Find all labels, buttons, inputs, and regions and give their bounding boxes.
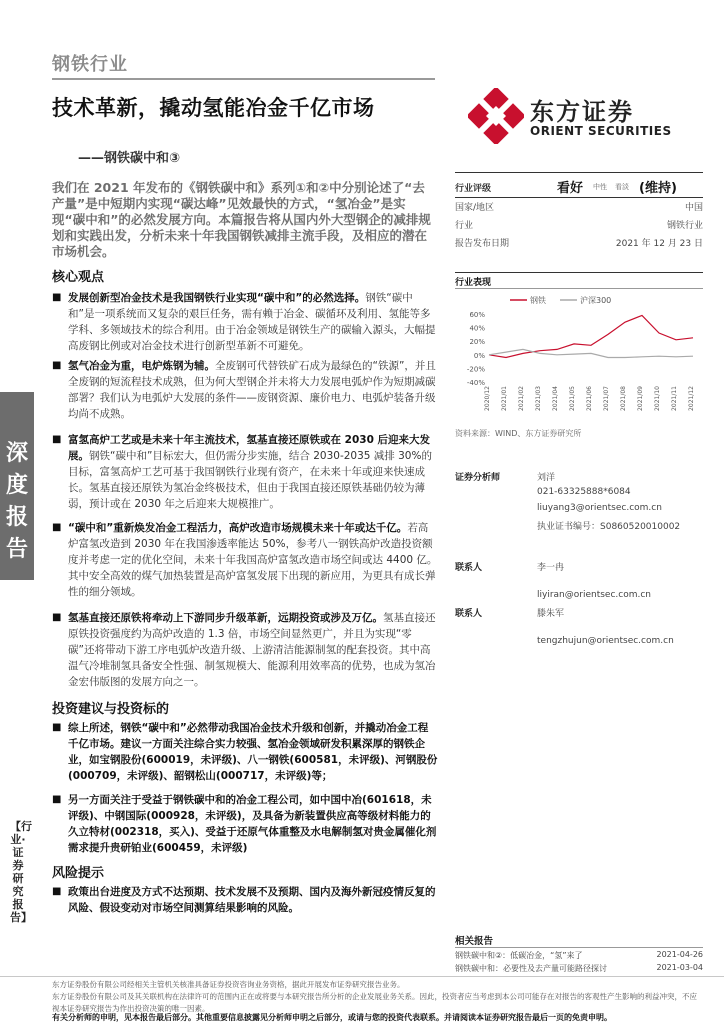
report-title: 技术革新，撬动氢能冶金千亿市场 (52, 96, 375, 120)
bullet-icon: ■ (52, 722, 62, 733)
report-type-label: 深度报告 (5, 441, 28, 562)
x-tick-label: 2021/01 (501, 386, 508, 411)
analyst-cert: 执业证书编号：S0860520010002 (537, 522, 681, 532)
related-reports-title: 相关报告 (455, 936, 494, 947)
bullet-icon: ■ (52, 360, 62, 371)
invest-point: ■ 综上所述，钢铁“碳中和”必然带动我国冶金技术升级和创新，并撬动冶金工程千亿市场。建议一方面关注综合实力较强、氢冶金领域研发积累深厚的钢铁企业，如宝钢股份(600019，未评级)、八一钢铁(600581，未评级)、河钢股份(000709，未评级)、韶钢松山(000717，未评级)等； (52, 722, 438, 782)
header-divider (52, 78, 435, 80)
section-core-title: 核心观点 (52, 270, 105, 285)
x-tick-label: 2021/10 (654, 386, 661, 411)
logo-text-en: ORIENT SECURITIES (530, 124, 672, 138)
contact-email: liyiran@orientsec.com.cn (537, 590, 651, 600)
footer-divider (0, 976, 724, 977)
rating-neutral: 中性 (593, 183, 607, 191)
x-tick-label: 2021/02 (518, 386, 525, 411)
bullet-icon: ■ (52, 886, 62, 897)
contact-email: tengzhujun@orientsec.com.cn (537, 636, 674, 646)
legend-label-hs300: 沪深300 (580, 296, 612, 305)
bullet-icon: ■ (52, 522, 62, 533)
legend-label-steel: 钢铁 (530, 296, 546, 305)
meta-row: 行业 钢铁行业 (455, 221, 703, 231)
footer-line: 东方证券股份有限公司及其关联机构在法律许可的范围内正在或将要与本研究报告所分析的企业发展业务关系。因此，投资者应当考虑到本公司可能存在对报告的客观性产生影响的利益冲突，不应视本证券研究报告为作出投资决策的唯一因素。 (52, 992, 697, 1013)
contact-role: 联系人 (455, 563, 483, 573)
rating-negative: 看淡 (615, 183, 629, 191)
y-tick-label: 20% (469, 338, 485, 347)
x-tick-label: 2021/03 (535, 386, 542, 411)
bullet-icon: ■ (52, 612, 62, 623)
industry-performance-chart (455, 290, 703, 420)
y-tick-label: 40% (469, 324, 485, 333)
bullet-icon: ■ (52, 292, 62, 303)
orient-logo-icon (468, 88, 524, 144)
y-tick-label: 60% (469, 311, 485, 319)
y-tick-label: -40% (466, 379, 485, 387)
report-tag: 【行业·证券研究报告】 (10, 820, 32, 924)
section-invest-title: 投资建议与投资标的 (52, 702, 170, 717)
core-point: ■ 富氢高炉工艺或是未来十年主流技术，氢基直接还原铁或在 2030 后迎来大发展。钢铁“碳中和”目标宏大，但仍需分步实施，结合 2030-2035 减排 30%的目标，富氢高炉工艺可基于我国钢铁行业现有资产，在未来十年或迎来快速成长。氢基直接还原铁为氢冶金终极技术，但由于我国直接还原铁基础仍较为薄弱，预计或在 2030 年之后迎来大规模推广。 (52, 434, 432, 510)
intro-paragraph: 我们在 2021 年发布的《钢铁碳中和》系列①和②中分别论述了“去产量”是中短期内实现“碳达峰”见效最快的方式，“氢冶金”是实现“碳中和”的必然发展方向。本篇报告将从国内外大型钢企的减排规划和实践出发，分析未来十年我国钢铁减排主流手段，及相应的潜在市场机会。 (52, 180, 431, 259)
x-tick-label: 2021/11 (671, 386, 678, 411)
contact-name: 滕朱军 (537, 609, 565, 619)
chart-title-rule (455, 288, 703, 289)
logo-text-cn: 东方证券 (530, 98, 634, 126)
analyst-name: 刘洋 (537, 473, 556, 483)
core-point: ■ 发展创新型冶金技术是我国钢铁行业实现“碳中和”的必然选择。钢铁“碳中和”是一项系统而又复杂的艰巨任务，需有赖于冶金、碳循环及利用、氢能等多学科、多领域技术的综合利用。由于冶金领域是钢铁生产的碳输入源头，大幅提高废钢比例或对冶金技术进行创新型革新不可避免。 (52, 292, 436, 352)
invest-point: ■ 另一方面关注于受益于钢铁碳中和的冶金工程公司，如中国中冶(601618，未评级)、中钢国际(000928，未评级)，及具备为新装置供应高等级材料能力的久立特材(002318，买入)、受益于还原气体重整及水电解制氢对贵金属催化剂需求提升贵研铂业(600459，未评级) (52, 794, 437, 854)
analyst-email: liuyang3@orientsec.com.cn (537, 503, 662, 513)
analyst-role: 证券分析师 (455, 473, 501, 483)
rating-status: (维持) (639, 181, 677, 196)
related-rule (455, 947, 703, 948)
core-point: ■ “碳中和”重新焕发冶金工程活力，高炉改造市场规模未来十年或达千亿。若高炉富氢改造到 2030 年在我国渗透率能达 50%，参考八一钢铁高炉改造投资额度并考虑一定的优化空间，未来十年我国高炉富氢改造市场空间或达 4400 亿。其中安全高效的煤气加热装置是高炉富氢发展下出现的新应用，为更具有成长弹性的细分领域。 (52, 522, 438, 598)
y-tick-label: 0% (473, 351, 485, 360)
x-tick-label: 2021/07 (603, 386, 610, 411)
analyst-phone: 021-63325888*6084 (537, 487, 631, 497)
rating-label: 行业评级 (455, 184, 492, 194)
rating-current: 看好 (557, 181, 584, 196)
footer-disclaimer: 有关分析师的申明，见本报告最后部分。其他重要信息披露见分析师申明之后部分，或请与您的投资代表联系。并请阅读本证券研究报告最后一页的免责申明。 (52, 1013, 612, 1022)
core-point: ■ 氢基直接还原铁将牵动上下游同步升级革新，远期投资或涉及万亿。氢基直接还原铁投资强度约为高炉改造的 1.3 倍，市场空间显然更广，并且为实现“零碳”还将带动下游工序电弧炉改造升级、上游清洁能源制氢的配套投资。其中高温气冷堆制氢具备安全性强、制氢规模大、能源利用效率高的优势，也成为氢冶金宏伟版图的发展方向之一。 (52, 612, 436, 688)
meta-row: 国家/地区 中国 (455, 203, 703, 213)
bullet-icon: ■ (52, 794, 62, 805)
rating-row (455, 176, 703, 198)
related-report-item[interactable]: 钢铁碳中和②：低碳冶金，“氢”来了 2021-04-26 (455, 950, 703, 960)
industry-label: 钢铁行业 (52, 54, 128, 75)
risk-point: ■ 政策出台进度及方式不达预期、技术发展不及预期、国内及海外新冠疫情反复的风险、假设变动对市场空间测算结果影响的风险。 (52, 886, 436, 914)
series-line-steel (489, 315, 693, 357)
rating-bottom-rule (455, 197, 703, 198)
footer-line: 东方证券股份有限公司经相关主管机关核准具备证券投资咨询业务资格，据此开展发布证券研究报告业务。 (52, 980, 405, 989)
chart-top-rule (455, 272, 703, 273)
rating-top-rule (455, 172, 703, 173)
core-point: ■ 氢气冶金为重，电炉炼钢为辅。全废钢可代替铁矿石成为最绿色的“铁源”，并且全废钢的短流程技术成熟，但为何大型钢企并未将大力发展电弧炉作为短期减碳部署？我们认为电弧炉大发展的条件——废钢资源、廉价电力、电弧炉装备升级均尚不成熟。 (52, 360, 436, 420)
section-risk-title: 风险提示 (52, 866, 105, 881)
related-report-item[interactable]: 钢铁碳中和：必要性及去产量可能路径探讨 2021-03-04 (455, 963, 703, 973)
x-tick-label: 2021/08 (620, 386, 627, 411)
x-tick-label: 2021/12 (688, 386, 695, 411)
contact-role: 联系人 (455, 609, 483, 619)
chart-source: 资料来源：WIND、东方证券研究所 (455, 429, 582, 438)
bullet-icon: ■ (52, 434, 62, 445)
chart-title: 行业表现 (455, 278, 492, 288)
x-tick-label: 2021/06 (586, 386, 593, 411)
meta-row: 报告发布日期 2021 年 12 月 23 日 (455, 239, 703, 249)
contact-name: 李一冉 (537, 563, 565, 573)
report-subtitle: ——钢铁碳中和③ (78, 151, 181, 166)
x-tick-label: 2021/05 (569, 386, 576, 411)
y-tick-label: -20% (466, 365, 485, 374)
series-line-hs300 (489, 349, 693, 357)
x-tick-label: 2021/09 (637, 386, 644, 411)
x-tick-label: 2020/12 (484, 386, 491, 411)
x-tick-label: 2021/04 (552, 386, 559, 411)
